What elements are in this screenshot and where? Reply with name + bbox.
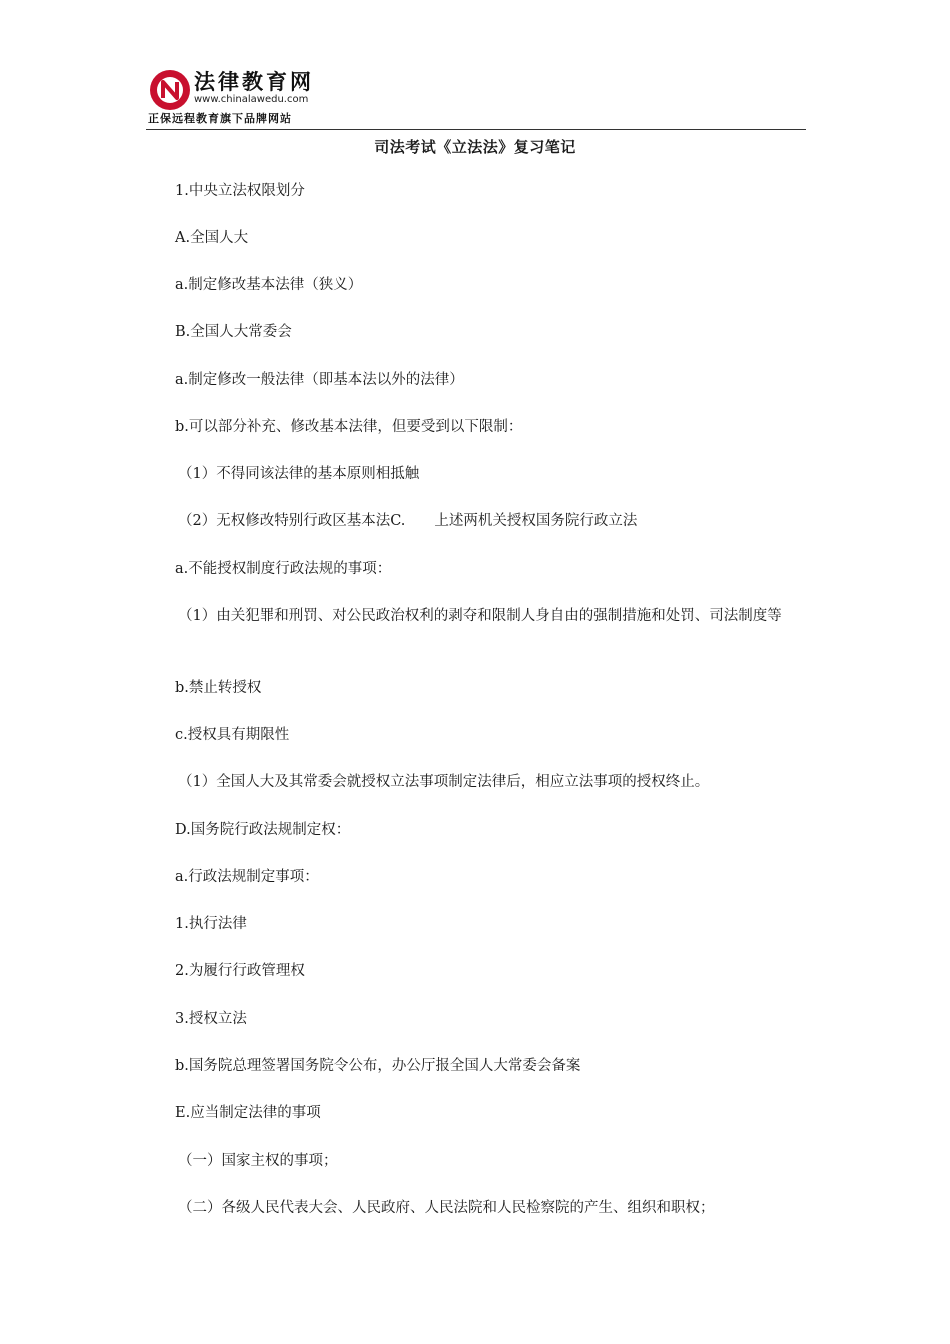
text-line: 1.执行法律 xyxy=(175,916,247,932)
logo-title: 法律教育网 xyxy=(194,70,314,94)
text-line: b.禁止转授权 xyxy=(175,680,262,696)
text-line: E.应当制定法律的事项 xyxy=(175,1105,321,1121)
text-line: c.授权具有期限性 xyxy=(175,727,290,743)
text-line: （一）国家主权的事项； xyxy=(178,1153,338,1169)
text-line: 2.为履行行政管理权 xyxy=(175,963,305,979)
text-line: a.制定修改一般法律（即基本法以外的法律） xyxy=(175,372,464,388)
text-line: （2）无权修改特别行政区基本法C. 上述两机关授权国务院行政立法 xyxy=(178,513,638,529)
logo-url[interactable]: www.chinalawedu.com xyxy=(194,94,309,105)
header-divider xyxy=(146,129,806,130)
text-line: a.行政法规制定事项： xyxy=(175,869,319,885)
text-line: 1.中央立法权限划分 xyxy=(175,183,305,199)
text-line: A.全国人大 xyxy=(175,230,249,246)
text-line: D.国务院行政法规制定权： xyxy=(175,822,351,838)
document-title: 司法考试《立法法》复习笔记 xyxy=(374,138,576,156)
text-line: b.国务院总理签署国务院令公布，办公厅报全国人大常委会备案 xyxy=(175,1058,581,1074)
text-line: （1）全国人大及其常委会就授权立法事项制定法律后，相应立法事项的授权终止。 xyxy=(178,774,710,790)
text-line: b.可以部分补充、修改基本法律，但要受到以下限制： xyxy=(175,419,523,435)
text-line: a.制定修改基本法律（狭义） xyxy=(175,277,363,293)
text-line: （1）不得同该法律的基本原则相抵触 xyxy=(178,466,420,482)
text-line: B.全国人大常委会 xyxy=(175,324,292,340)
logo-slogan: 正保远程教育旗下品牌网站 xyxy=(148,112,292,125)
text-line: （二）各级人民代表大会、人民政府、人民法院和人民检察院的产生、组织和职权； xyxy=(178,1200,715,1216)
site-header xyxy=(146,66,806,132)
text-line: （1）由关犯罪和刑罚、对公民政治权利的剥夺和限制人身自由的强制措施和处罚、司法制度等 xyxy=(178,608,782,624)
chinalawedu-logo-icon xyxy=(148,68,192,112)
text-line: a.不能授权制度行政法规的事项： xyxy=(175,561,392,577)
text-line: 3.授权立法 xyxy=(175,1011,247,1027)
